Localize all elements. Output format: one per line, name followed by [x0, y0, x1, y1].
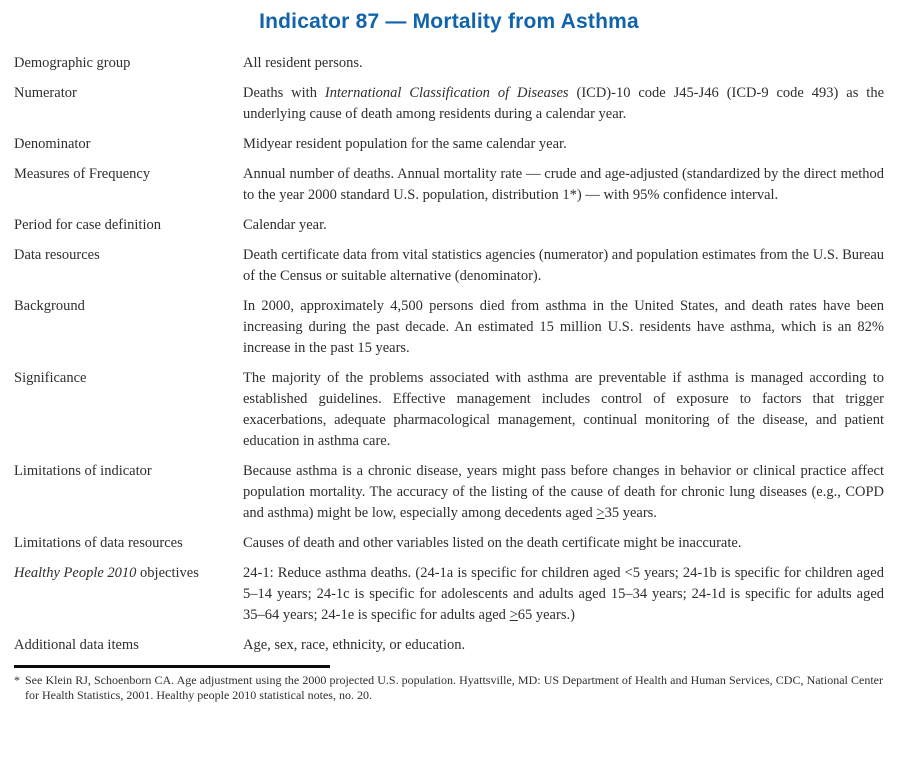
row-additional-data-items [14, 635, 884, 656]
text-segment: All resident persons. [243, 55, 363, 71]
row-data-resources [14, 245, 884, 287]
row-value [243, 134, 884, 155]
row-value [243, 83, 884, 125]
row-value [243, 461, 884, 524]
text-segment: 65 years.) [517, 607, 575, 623]
text-segment: Significance [14, 370, 87, 386]
row-label [14, 635, 243, 656]
row-value [243, 164, 884, 206]
text-segment: Deaths with [243, 85, 325, 101]
text-segment: Healthy People 2010 [14, 565, 137, 581]
row-limitations-of-data-resources [14, 533, 884, 554]
text-segment: Annual number of deaths. Annual mortality rate — crude and age-adjusted (standardized by the direct method to the year 2000 standard U.S. population, distribution 1*) — with 95% confidence interval. [243, 166, 884, 203]
row-label [14, 368, 243, 389]
row-label [14, 134, 243, 155]
text-segment: Midyear resident population for the same calendar year. [243, 136, 567, 152]
row-value [243, 296, 884, 359]
footnote-divider [14, 665, 330, 668]
text-segment: Period for case definition [14, 217, 161, 233]
row-numerator [14, 83, 884, 125]
row-value [243, 245, 884, 287]
text-segment: The majority of the problems associated with asthma are preventable if asthma is managed according to established guidelines. Effective management includes control of exposure to factors that trigger exacerbations, adequate pharmacological management, continual monitoring of the disease, and patient education in asthma care. [243, 370, 884, 449]
text-segment: (ICD)-10 code J45-J46 (ICD-9 code 493) as the underlying cause of death among residents during a calendar year. [243, 85, 884, 122]
footnote-marker: * [14, 673, 20, 687]
text-segment: Limitations of indicator [14, 463, 152, 479]
text-segment: Additional data items [14, 637, 139, 653]
row-value [243, 215, 884, 236]
text-segment: > [596, 505, 605, 521]
row-demographic-group [14, 53, 884, 74]
row-label [14, 53, 243, 74]
row-value [243, 53, 884, 74]
row-healthy-people-2010-objectives [14, 563, 884, 626]
text-segment: > [509, 607, 518, 623]
row-limitations-of-indicator [14, 461, 884, 524]
text-segment: Calendar year. [243, 217, 327, 233]
row-label [14, 563, 243, 584]
row-significance [14, 368, 884, 452]
text-segment: Causes of death and other variables listed on the death certificate might be inaccurate. [243, 535, 742, 551]
text-segment: Limitations of data resources [14, 535, 183, 551]
row-background [14, 296, 884, 359]
row-value [243, 635, 884, 656]
footnote-text: See Klein RJ, Schoenborn CA. Age adjustment using the 2000 projected U.S. population. Hyattsville, MD: US Department of Health and Human Services, CDC, National Center for Health Statistics, 2001. Healthy people 2010 statistical notes, no. 20. [25, 673, 883, 702]
text-segment: Because asthma is a chronic disease, years might pass before changes in behavior or clinical practice affect population mortality. The accuracy of the listing of the cause of death for chronic lung diseases (e.g., COPD and asthma) might be low, especially among decedents aged [243, 463, 884, 521]
row-value [243, 533, 884, 554]
row-value [243, 563, 884, 626]
row-label [14, 83, 243, 104]
row-value [243, 368, 884, 452]
text-segment: Demographic group [14, 55, 131, 71]
text-segment: Background [14, 298, 85, 314]
text-segment: Age, sex, race, ethnicity, or education. [243, 637, 466, 653]
row-label [14, 461, 243, 482]
text-segment: International Classification of Diseases [324, 85, 569, 101]
text-segment: Measures of Frequency [14, 166, 151, 182]
footnote [14, 673, 884, 702]
row-denominator [14, 134, 884, 155]
row-measures-of-frequency [14, 164, 884, 206]
page-title: Indicator 87 — Mortality from Asthma [259, 10, 639, 33]
text-segment: Denominator [14, 136, 91, 152]
text-segment: Numerator [14, 85, 77, 101]
row-label [14, 296, 243, 317]
text-segment: Data resources [14, 247, 100, 263]
row-label [14, 215, 243, 236]
row-label [14, 533, 243, 554]
text-segment: objectives [136, 565, 199, 581]
row-period-for-case-definition [14, 215, 884, 236]
definition-table [14, 53, 884, 656]
text-segment: 24-1: Reduce asthma deaths. (24-1a is specific for children aged <5 years; 24-1b is specific for children aged 5–14 years; 24-1c is specific for adolescents and adults aged 15–34 years; 24-1d is specific for adults aged 35–64 years; 24-1e is specific for adults aged [243, 565, 884, 623]
row-label [14, 245, 243, 266]
text-segment: 35 years. [604, 505, 657, 521]
text-segment: Death certificate data from vital statistics agencies (numerator) and population estimates from the U.S. Bureau of the Census or suitable alternative (denominator). [243, 247, 885, 284]
row-label [14, 164, 243, 185]
text-segment: In 2000, approximately 4,500 persons died from asthma in the United States, and death rates have been increasing during the past decade. An estimated 15 million U.S. residents have asthma, which is an 82% increase in the past 15 years. [243, 298, 884, 356]
